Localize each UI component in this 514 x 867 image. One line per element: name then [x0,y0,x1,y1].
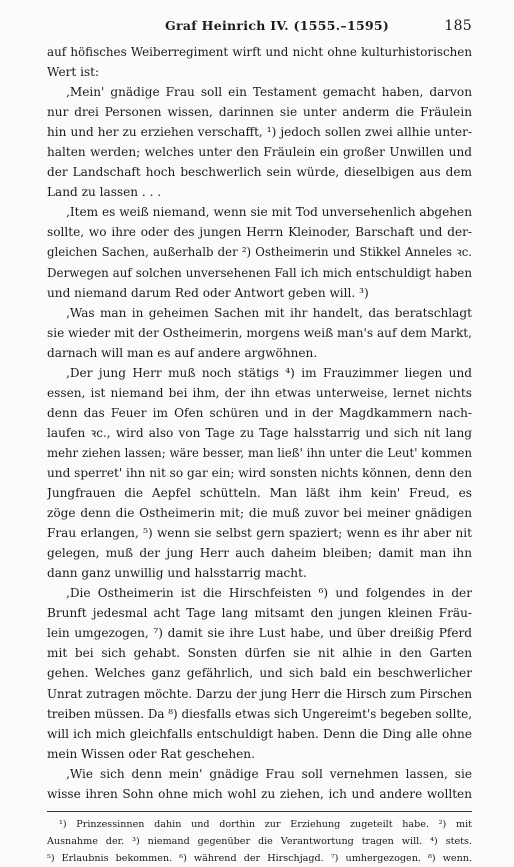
text-line: zöge denn die Ostheimerin mit; die muß zuvor bei meiner gnädigen [47,506,472,521]
text-line: mit bei sich gehabt. Sonsten dürfen sie nit alhie in den Garten [47,646,472,661]
text-line: treiben müssen. Da ⁸) diesfalls etwas sich Ungereimt's begeben sollte, [47,706,472,721]
text-line: will ich mich gleichfalls entschuldigt haben. Denn die Ding alle ohne [47,726,472,741]
text-line: mehr ziehen lassen; wäre besser, man ließ' ihn unter die Leut' kommen [47,445,472,460]
text-line: mein Wissen oder Rat geschehen. [47,746,255,761]
text-line: laufen ꝛc., wird also von Tage zu Tage halsstarrig und sich nit lang [47,425,472,440]
text-line: gleichen Sachen, außerhalb der ²) Ostheimerin und Stikkel Anneles ꝛc. [47,245,472,260]
text-line: lein umgezogen, ⁷) damit sie ihre Lust habe, und über dreißig Pferd [47,626,472,641]
text-line: ‚Was man in geheimen Sachen mit ihr handelt, das beratschlagt [66,305,472,320]
footnote-line: ⁵) Erlaubnis bekommen. ⁶) während der Hirschjagd. ⁷) umhergezogen. ⁸) wenn. [47,852,472,864]
text-line: Wert ist: [47,65,100,80]
text-line: Land zu lassen . . . [47,185,162,200]
text-line: nur drei Personen wissen, darinnen sie unter anderm die Fräulein [47,105,472,120]
book-page [47,18,472,864]
text-line: ‚Mein' gnädige Frau soll ein Testament gemacht haben, darvon [66,85,472,100]
text-line: darnach will man es auf andere argwöhnen. [47,345,318,360]
text-line: ‚Der jung Herr muß noch stätigs ⁴) im Frauzimmer liegen und [66,365,472,380]
footnote-line: Ausnahme der. ³) niemand gegenüber die Verantwortung tragen will. ⁴) stets. [47,835,472,847]
footnote-rule [47,811,472,812]
text-line: Jungfrauen die Aepfel schütteln. Man läßt ihm kein' Freud, es [47,486,472,501]
text-line: gehen. Welches ganz gefährlich, und sich bald ein beschwerlicher [47,666,472,681]
text-line: ‚Wie sich denn mein' gnädige Frau soll vernehmen lassen, sie [66,766,472,781]
text-line: auf höfisches Weiberregiment wirft und nicht ohne kulturhistorischen [47,45,472,59]
text-line: Unrat zutragen möchte. Darzu der jung Herr die Hirsch zum Pirschen [47,686,472,701]
text-line: Derwegen auf solchen unversehenen Fall ich mich entschuldigt haben [47,265,472,280]
text-line: sie wieder mit der Ostheimerin, morgens weiß man's auf dem Markt, [47,325,472,340]
text-line: ‚Die Ostheimerin ist die Hirschfeisten ⁶) und folgendes in der [66,586,472,601]
running-title: Graf Heinrich IV. (1555.–1595) [165,18,390,33]
text-line: denn das Feuer im Ofen schüren und in der Magdkammern nach- [47,405,472,420]
text-line: dann ganz unwillig und halsstarrig macht. [47,566,307,581]
running-header [47,18,472,42]
text-line: sollte, wo ihre oder des jungen Herrn Kleinoder, Barschaft und der- [47,225,472,240]
text-line: wisse ihren Sohn ohne mich wohl zu ziehen, ich und andere wollten [47,786,472,801]
text-line: essen, ist niemand bei ihm, der ihn etwas unterweise, lernet nichts [47,385,472,400]
footnote-line: ¹) Prinzessinnen dahin und dorthin zur Erziehung zugeteilt habe. ²) mit [59,818,472,830]
text-line: hin und her zu erziehen verschafft, ¹) jedoch sollen zwei allhie unter- [47,125,472,140]
text-line: gelegen, muß der jung Herr auch daheim bleiben; damit man ihn [47,546,472,561]
text-line: halten werden; welches unter den Fräulein ein großer Unwillen und [47,145,472,160]
text-line: und niemand darum Red oder Antwort geben will. ³) [47,285,369,300]
footnotes [47,816,472,867]
text-line: Frau erlangen, ⁵) wenn sie selbst gern spaziert; wenn es ihr aber nit [47,526,472,541]
text-line: ‚Item es weiß niemand, wenn sie mit Tod unversehenlich abgehen [66,205,472,220]
text-line: der Landschaft hoch beschwerlich sein würde, dieselbigen aus dem [47,165,472,180]
text-line: Brunft jedesmal acht Tage lang mitsamt den jungen kleinen Fräu- [47,606,472,621]
page-number: 185 [444,18,472,34]
body-text [47,42,472,804]
text-line: und sperret' ihn nit so gar ein; wird sonsten nichts können, denn den [47,465,472,480]
